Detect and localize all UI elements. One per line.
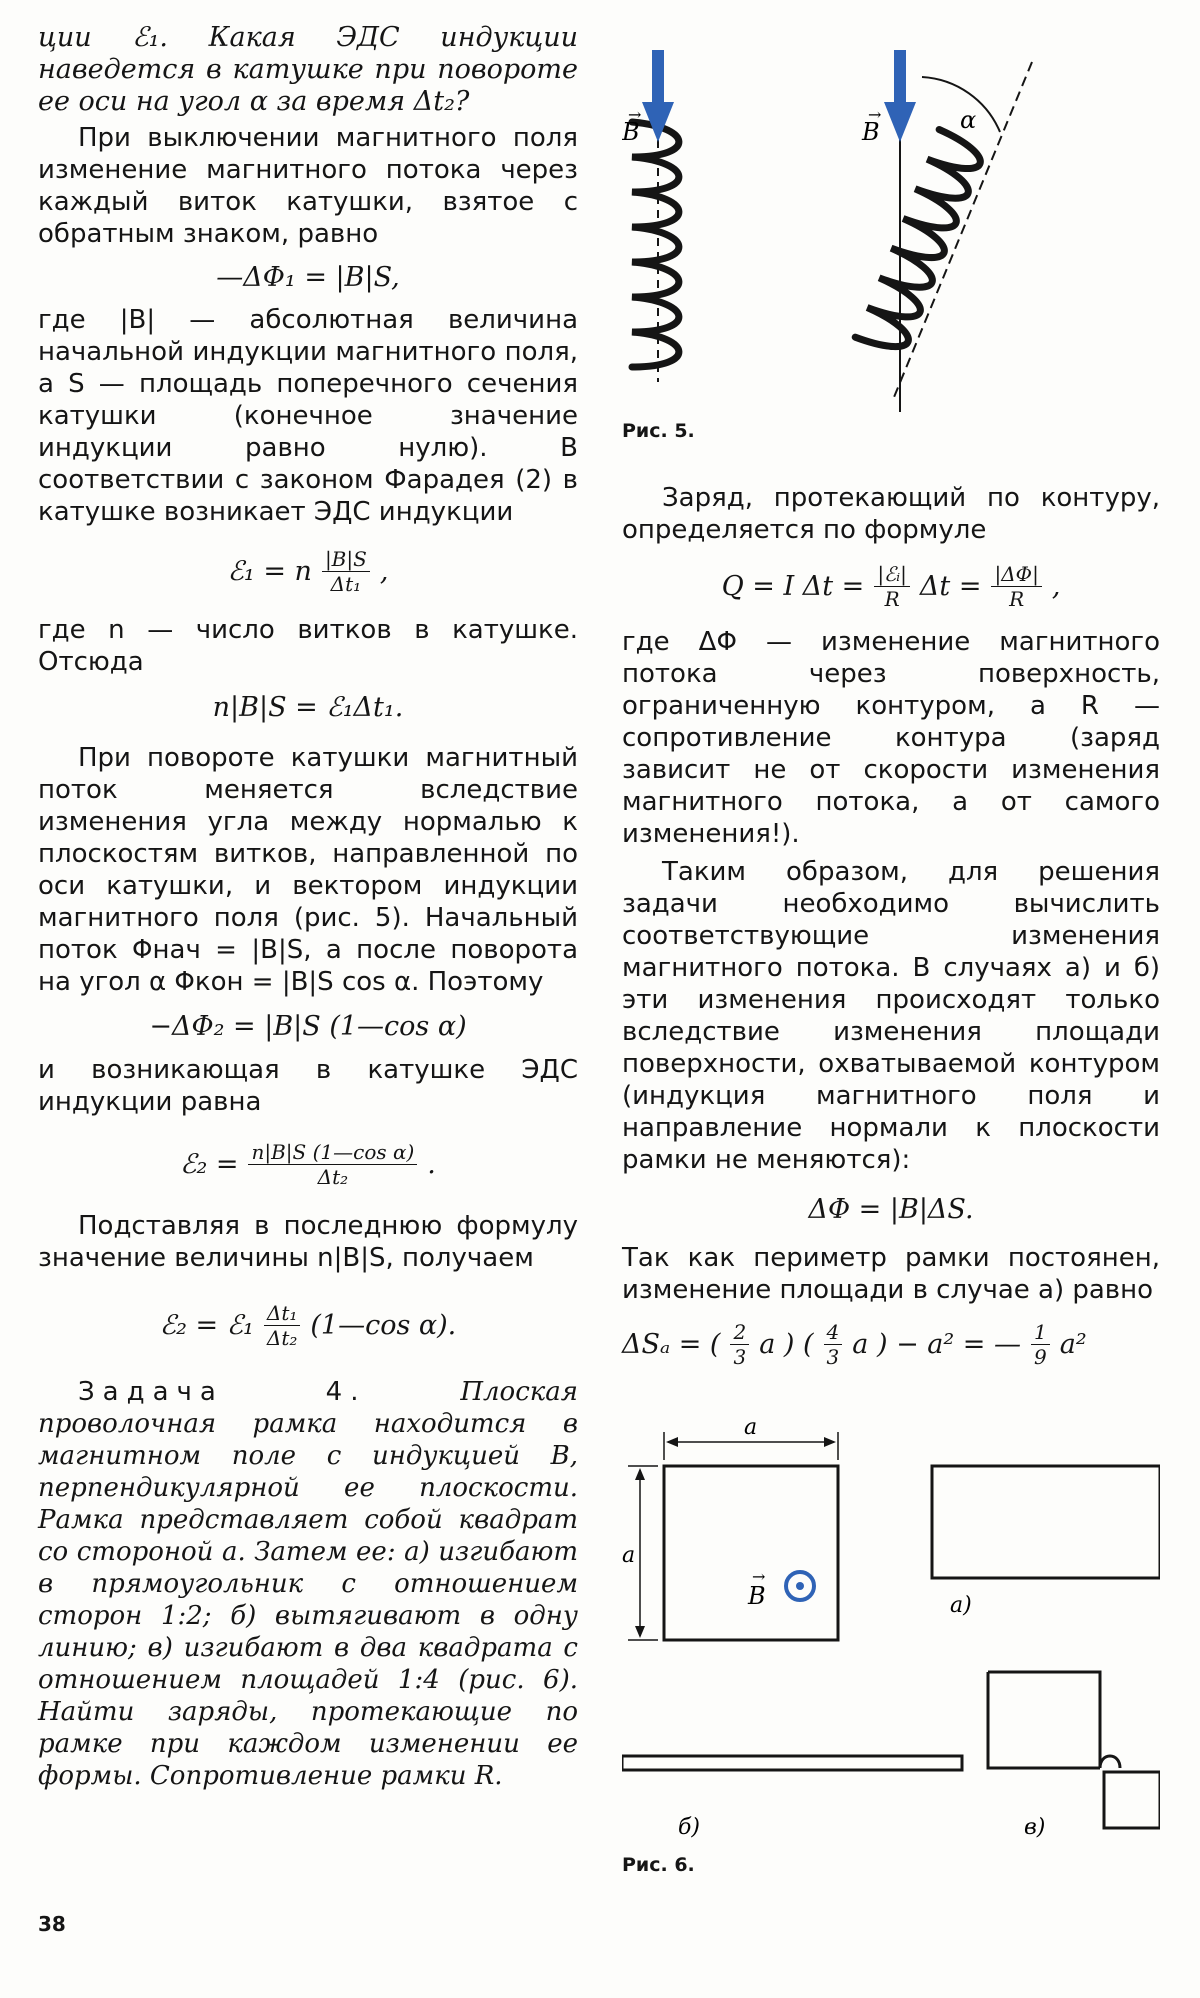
equation-charge: [622, 546, 1160, 626]
equation-charge-fraction2-numerator: |ΔΦ|: [991, 562, 1041, 587]
case-b-line: [622, 1756, 962, 1770]
fig6-label-case-a: а): [950, 1593, 972, 1618]
equation-delta-s-a-frac2-num: 4: [824, 1320, 843, 1345]
equation-nbs-text: n|B|S = ℰ₁Δt₁.: [212, 691, 404, 723]
paragraph-substitution: Подставляя в последнюю формулу значение величины n|B|S, получаем: [38, 1211, 578, 1273]
paragraph-emf2-intro: и возникающая в катушке ЭДС индукции равна: [38, 1055, 578, 1117]
equation-delta-phi-s: [622, 1176, 1160, 1242]
right-column: [622, 22, 1160, 1382]
equation-delta-s-a-frac2-den: 3: [826, 1344, 840, 1369]
equation-emf1: [38, 528, 578, 614]
equation-emf1-lhs: ℰ₁ = n: [227, 555, 312, 587]
paragraph-rotation: При повороте катушки магнитный поток меняется вследствие изменения угла между нормалью к плоскостям витков, направленной по оси катушки, и вектором индукции магнитного поля (рис. 5). Начальный поток Φнач = |B|S, а после поворота на угол α Φкон = |B|S cos α. Поэтому: [38, 743, 578, 997]
equation-emf2-final-tail: (1—cos α).: [310, 1309, 457, 1341]
equation-emf1-fraction: [322, 547, 370, 596]
fig5-label-b1-vector: →: [628, 105, 642, 124]
task-4-label: Задача 4.: [78, 1377, 367, 1407]
equation-delta-s-a-frac2: [824, 1320, 843, 1369]
equation-delta-s-a-frac3-num: 1: [1031, 1320, 1050, 1345]
arrow-b-right: [884, 50, 916, 142]
left-column: [38, 22, 578, 1792]
equation-emf2-tail: .: [427, 1148, 436, 1180]
equation-delta-phi2-text: −ΔΦ₂ = |B|S (1—cos α): [149, 1010, 467, 1042]
equation-charge-tail: ,: [1051, 570, 1061, 602]
equation-charge-part1: Q = I Δt =: [721, 570, 865, 602]
equation-charge-fraction1: [874, 562, 910, 611]
equation-delta-s-a-frac3: [1031, 1320, 1050, 1369]
paragraph-solution: Таким образом, для решения задачи необходимо вычислить соответствующие изменения магнитного потока. В случаях а) и б) эти изменения происходят только вследствие изменения площади поверхности, охватываемой контуром (индукция магнитного поля и направление нормали к плоскости рамки не меняются):: [622, 857, 1160, 1175]
fig5-label-b1: B: [622, 118, 640, 146]
equation-charge-fraction2-denominator: R: [1009, 586, 1025, 611]
equation-charge-fraction1-numerator: |ℰᵢ|: [874, 562, 910, 587]
question-continuation: ции ℰ₁. Какая ЭДС индукции наведется в катушке при повороте ее оси на угол α за время Δt₂?: [38, 22, 578, 117]
fig6-label-b-vector: →: [752, 1567, 766, 1586]
equation-charge-part2: Δt =: [919, 570, 982, 602]
equation-delta-s-a-part2: a ) (: [759, 1328, 814, 1360]
fig6-label-a-top: a: [744, 1415, 758, 1440]
fig5-label-b2-vector: →: [868, 105, 882, 124]
equation-delta-s-a-frac1-den: 3: [733, 1344, 747, 1369]
paragraph-field-off: При выключении магнитного поля изменение магнитного потока через каждый виток катушки, взятое с обратным знаком, равно: [38, 123, 578, 249]
paragraph-charge: Заряд, протекающий по контуру, определяется по формуле: [622, 483, 1160, 545]
equation-delta-s-a-frac1: [730, 1320, 749, 1369]
equation-emf2-final-numerator: Δt₁: [264, 1301, 301, 1326]
equation-charge-fraction1-denominator: R: [884, 586, 900, 611]
coil-tilted: [855, 62, 1032, 412]
coil-vertical: [632, 112, 679, 382]
equation-delta-s-a-frac1-num: 2: [730, 1320, 749, 1345]
equation-emf2-fraction: [248, 1140, 417, 1189]
fig5-label-b2: B: [862, 118, 880, 146]
fig6-label-b: B: [748, 1582, 766, 1610]
figure-5: [622, 22, 1160, 442]
equation-emf2-final-fraction: [264, 1301, 301, 1350]
fig5-label-alpha: α: [960, 106, 977, 134]
fig6-label-case-b: б): [678, 1815, 701, 1840]
paragraph-delta-phi: где ΔΦ — изменение магнитного потока через поверхность, ограниченную контуром, а R — сопротивление контура (заряд зависит не от скорости изменения магнитного потока, а от самого изменения!).: [622, 627, 1160, 849]
equation-delta-s-a-part1: ΔSₐ = (: [622, 1328, 721, 1360]
task-4: [38, 1376, 578, 1792]
equation-delta-phi1: [38, 250, 578, 304]
equation-emf2-denominator: Δt₂: [317, 1164, 349, 1189]
figure-6-caption: Рис. 6.: [622, 1854, 695, 1876]
equation-emf2-final-denominator: Δt₂: [266, 1325, 298, 1350]
fig6-label-case-v: в): [1024, 1815, 1046, 1840]
equation-delta-phi2: [38, 998, 578, 1054]
equation-delta-phi1-text: —ΔΦ₁ = |B|S,: [216, 261, 400, 293]
equation-delta-s-a-frac3-den: 9: [1034, 1344, 1047, 1369]
equation-emf1-numerator: |B|S: [322, 547, 370, 572]
figure-6: [622, 1410, 1160, 1880]
equation-emf2-final-lhs: ℰ₂ = ℰ₁: [159, 1309, 254, 1341]
equation-delta-s-a-part4: a²: [1059, 1328, 1087, 1360]
initial-square: [628, 1432, 838, 1640]
equation-delta-phi-s-text: ΔΦ = |B|ΔS.: [808, 1193, 974, 1225]
figure-5-drawing: [622, 22, 1160, 412]
equation-delta-s-a: [622, 1306, 1160, 1382]
figure-6-drawing: [622, 1410, 1160, 1850]
figure-5-caption: Рис. 5.: [622, 420, 695, 442]
paragraph-faraday: где |B| — абсолютная величина начальной индукции магнитного поля, а S — площадь поперечного сечения катушки (конечное значение индукции равно нулю). В соответствии с законом Фарадея (2) в катушке возникает ЭДС индукции: [38, 305, 578, 527]
page-number: 38: [38, 1912, 66, 1936]
equation-emf1-denominator: Δt₁: [330, 571, 362, 596]
paragraph-perimeter: Так как периметр рамки постоянен, изменение площади в случае а) равно: [622, 1243, 1160, 1305]
equation-emf2-numerator: n|B|S (1—cos α): [248, 1140, 417, 1165]
paragraph-turns: где n — число витков в катушке. Отсюда: [38, 615, 578, 677]
case-v-two-squares: [988, 1672, 1160, 1828]
equation-charge-fraction2: [991, 562, 1041, 611]
equation-emf1-tail: ,: [379, 555, 389, 587]
equation-nbs: [38, 678, 578, 736]
equation-emf2-lhs: ℰ₂ =: [180, 1148, 239, 1180]
fig6-label-a-side: a: [622, 1543, 636, 1568]
equation-emf2-final: [38, 1274, 578, 1376]
case-a-rectangle: [932, 1466, 1160, 1578]
equation-emf2: [38, 1118, 578, 1210]
equation-delta-s-a-part3: a ) − a² = —: [852, 1328, 1021, 1360]
task-4-text: Плоская проволочная рамка находится в магнитном поле с индукцией B, перпендикулярной ее плоскости. Рамка представляет собой квадрат со стороной a. Затем ее: а) изгибают в прямоугольник с отношением сторон 1:2; б) вытягивают в одну линию; в) изгибают в два квадрата с отношением площадей 1:4 (рис. 6). Найти заряды, протекающие по рамке при каждом изменении ее формы. Сопротивление рамки R.: [38, 1377, 578, 1791]
